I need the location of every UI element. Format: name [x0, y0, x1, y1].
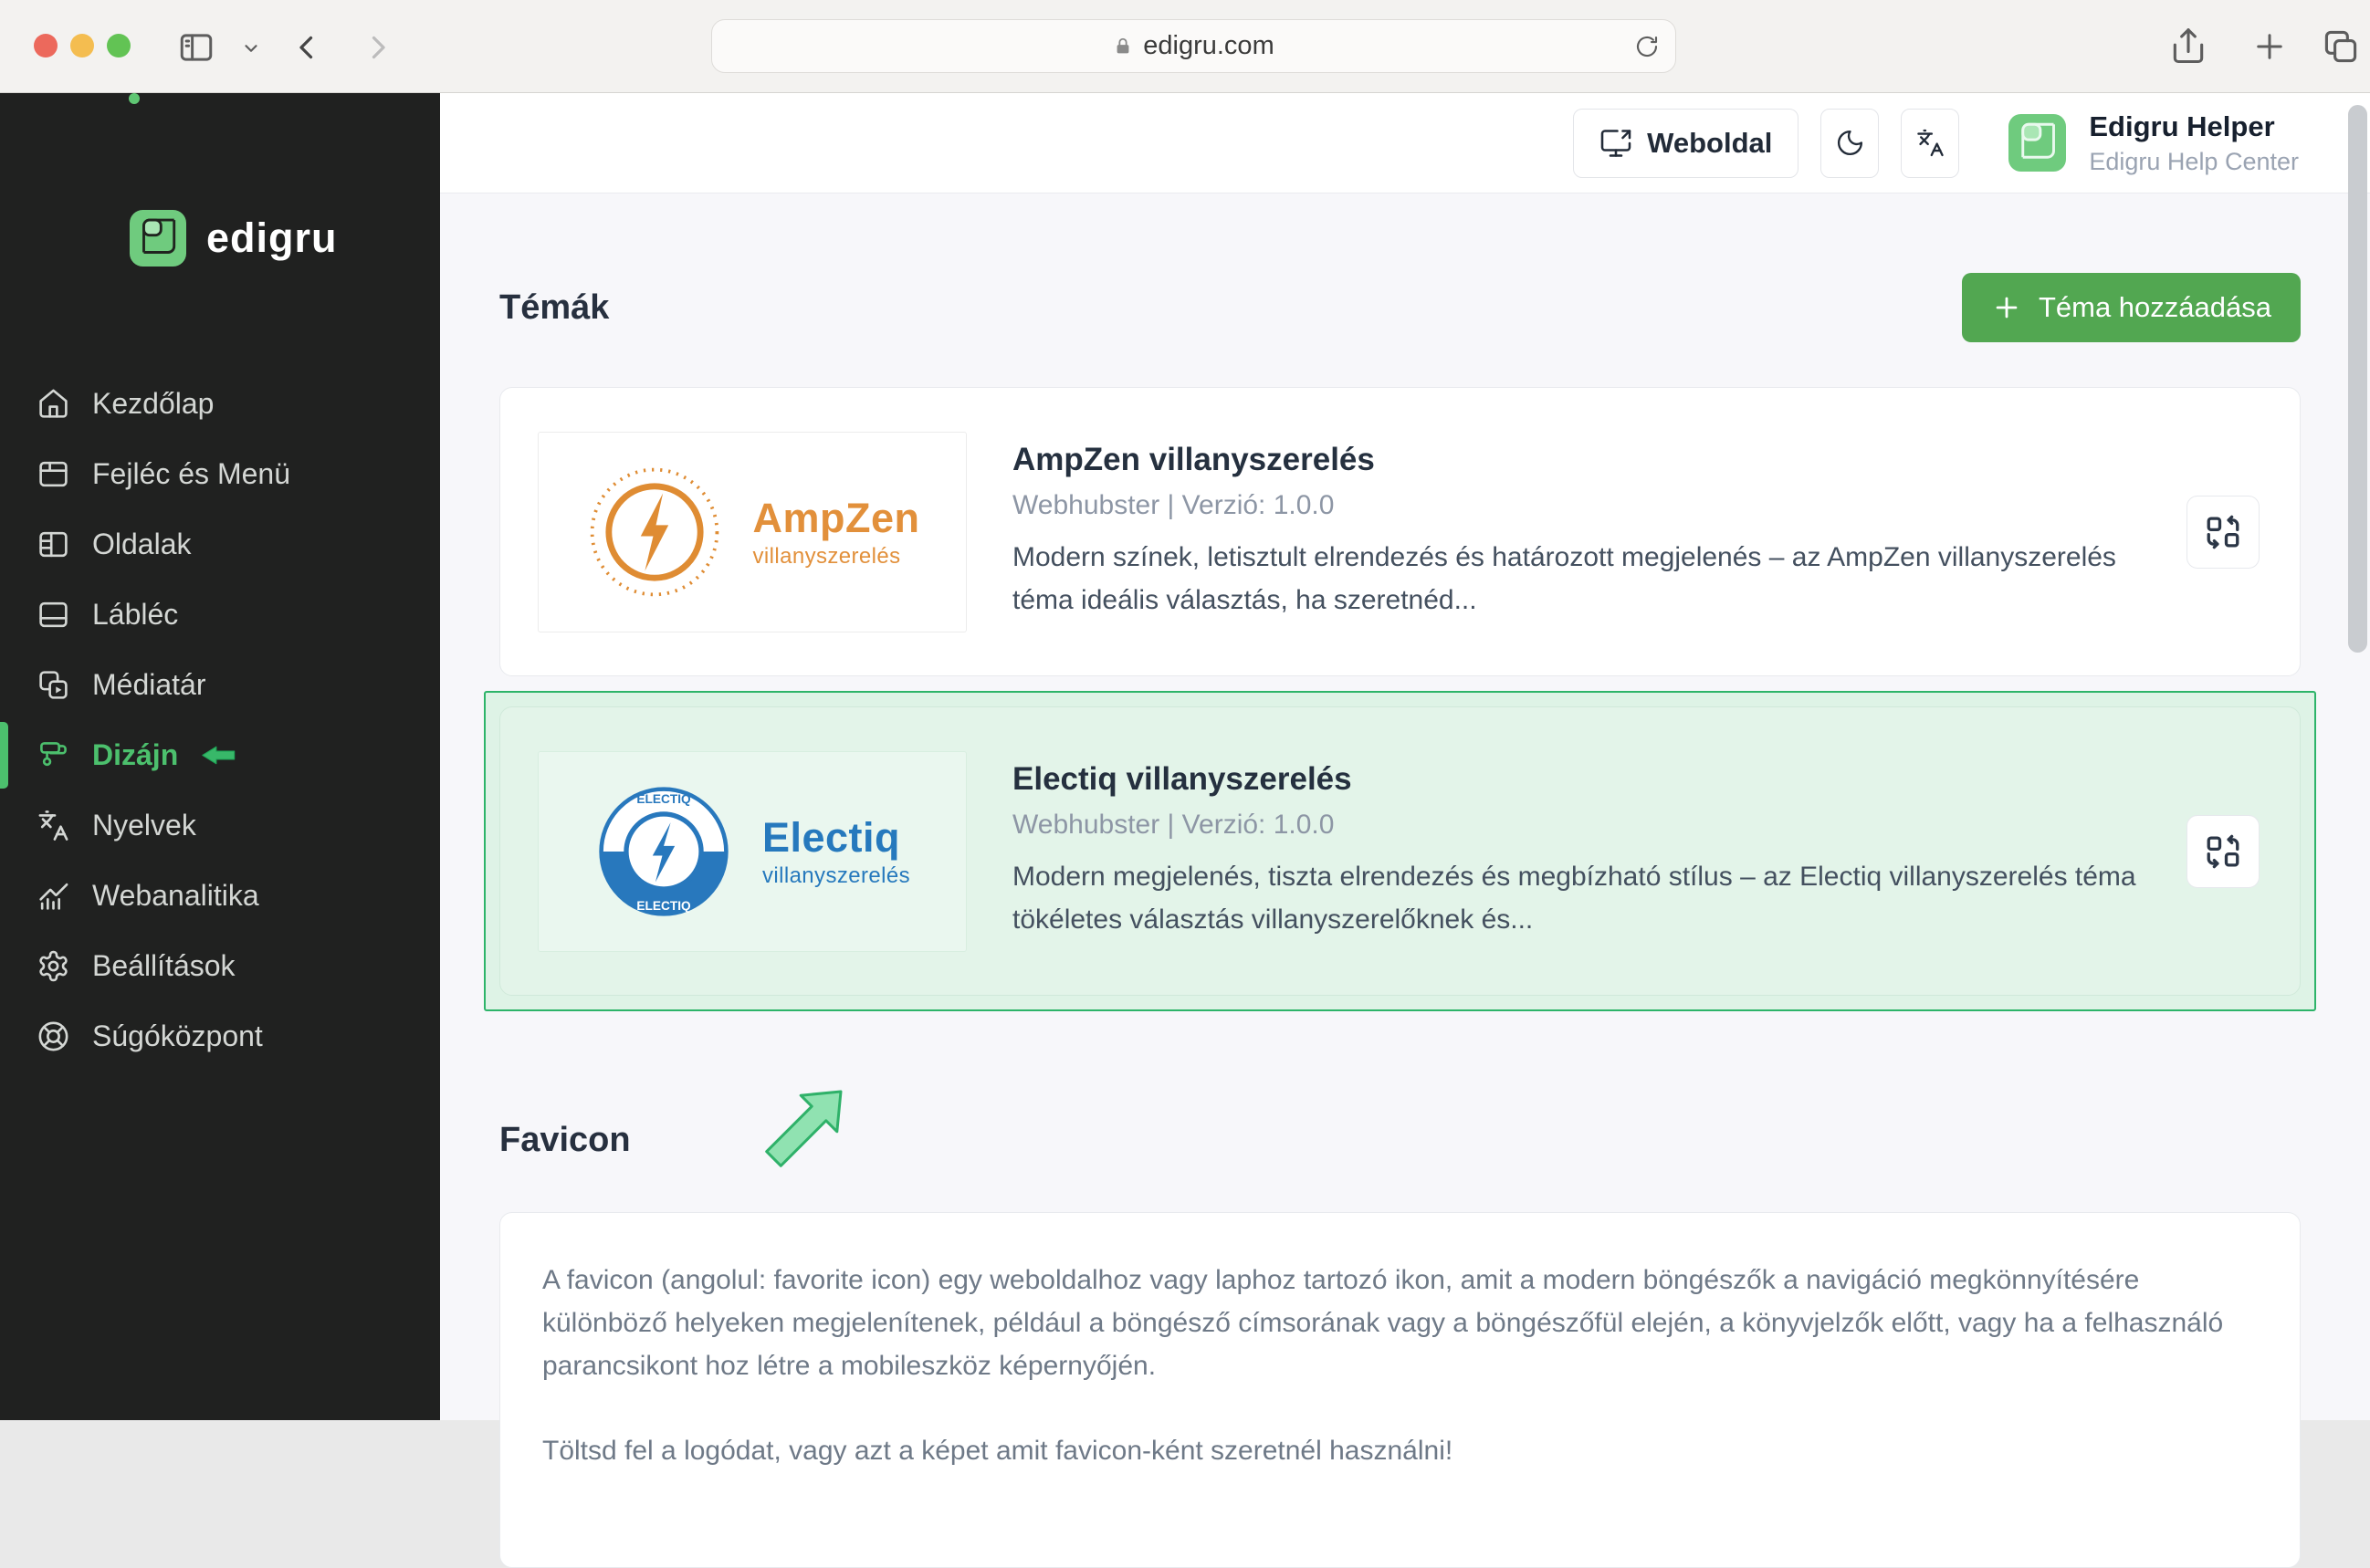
new-tab-icon[interactable]: [2250, 27, 2289, 66]
media-library-icon: [37, 668, 70, 702]
sidebar-nav: [0, 369, 440, 1071]
electiq-badge-text-bottom: ELECTIQ: [636, 898, 691, 913]
theme-title: Electiq villanyszerelés: [1012, 761, 1352, 797]
language-button[interactable]: [1901, 109, 1959, 178]
sidebar-item-label: Súgóközpont: [92, 1019, 263, 1052]
sidebar-item-label: Oldalak: [92, 528, 192, 560]
sidebar: [0, 93, 440, 1420]
close-window-button[interactable]: [34, 34, 58, 57]
sidebar-item-label: Lábléc: [92, 598, 179, 631]
sidebar-item-label: Webanalitika: [92, 879, 259, 912]
url-bar[interactable]: [711, 19, 1676, 73]
sidebar-item-webanalitika[interactable]: [0, 861, 440, 931]
plus-icon: [1991, 292, 2022, 323]
favicon-description: A favicon (angolul: favorite icon) egy weboldalhoz vagy laphoz tartozó ikon, amit a modern böngészők a navigáció megkönnyítésére különböző helyeken megjelenítenek, például a böngésző címsorának vagy a böngészőfül elején, a könyvjelzők előtt, vagy ha a felhasználó parancsikont hoz létre a mobileszköz képernyőjén.: [542, 1265, 2224, 1381]
swap-icon: [2204, 832, 2242, 871]
main-area: [440, 93, 2370, 1466]
screen-share-icon: [1599, 127, 1632, 160]
footer-icon: [37, 598, 70, 632]
sidebar-item-label: Fejléc és Menü: [92, 457, 290, 490]
pages-icon: [37, 528, 70, 561]
edigru-logo-icon: [130, 210, 186, 267]
ampzen-brand-subtitle: villanyszerelés: [752, 543, 901, 569]
sidebar-item-dizajn[interactable]: [0, 720, 440, 790]
page-scrollbar[interactable]: [2348, 105, 2367, 653]
edigru-logo: [0, 93, 440, 267]
traffic-lights: [34, 34, 131, 57]
favicon-upload-hint: Töltsd fel a logódat, vagy azt a képet amit favicon-ként szeretnél használni!: [542, 1436, 1453, 1466]
profile-name: Edigru Helper: [2089, 110, 2275, 142]
sidebar-item-mediatar[interactable]: [0, 650, 440, 720]
sidebar-item-oldalak[interactable]: [0, 509, 440, 580]
back-icon[interactable]: [290, 30, 323, 65]
annotation-arrow-electiq: [755, 1086, 850, 1177]
sidebar-item-label: Nyelvek: [92, 809, 196, 841]
electiq-logo: [538, 751, 967, 952]
moon-icon: [1835, 128, 1865, 158]
theme-description: Modern megjelenés, tiszta elrendezés és megbízható stílus – az Electiq villanyszerelés téma tökéletes választás villanyszerelőknek és...: [1012, 862, 2136, 935]
logo-i-dot: [129, 93, 140, 104]
selected-theme-highlight: [484, 691, 2316, 1011]
add-theme-button[interactable]: [1962, 273, 2301, 342]
minimize-window-button[interactable]: [70, 34, 94, 57]
help-center-icon: [37, 1019, 70, 1053]
theme-meta: Webhubster | Verzió: 1.0.0: [1012, 490, 1335, 520]
swap-icon: [2204, 513, 2242, 551]
ampzen-badge-icon: [585, 463, 724, 601]
edigru-logo-text: edigru: [206, 214, 338, 261]
analytics-chart-icon: [37, 879, 70, 913]
favicon-title: Favicon: [499, 1121, 631, 1159]
languages-icon: [37, 809, 70, 842]
electiq-brand-name: Electiq: [761, 813, 901, 861]
theme-card-ampzen[interactable]: [499, 387, 2301, 676]
sidebar-item-sugokozpont[interactable]: [0, 1001, 440, 1071]
header-menu-icon: [37, 457, 70, 491]
sidebar-item-beallitasok[interactable]: [0, 931, 440, 1001]
translate-icon: [1915, 128, 1945, 158]
share-icon[interactable]: [2168, 25, 2208, 68]
apply-theme-button[interactable]: [2186, 815, 2260, 888]
electiq-badge-icon: [594, 782, 733, 921]
profile-subtitle: Edigru Help Center: [2089, 148, 2299, 176]
sidebar-item-label: Kezdőlap: [92, 387, 215, 420]
browser-chrome: [0, 0, 2370, 93]
themes-title: Témák: [499, 287, 610, 327]
reload-icon[interactable]: [1633, 33, 1661, 60]
theme-card-electiq[interactable]: [499, 706, 2301, 996]
themes-section-header: [499, 273, 2301, 342]
active-indicator-bar: [0, 722, 8, 789]
sidebar-toggle-icon[interactable]: [176, 28, 216, 67]
paint-roller-icon: [37, 738, 70, 772]
sidebar-item-label: Médiatár: [92, 668, 206, 701]
sidebar-item-fejlec-es-menu[interactable]: [0, 439, 440, 509]
favicon-panel: [499, 1212, 2301, 1568]
profile[interactable]: [2008, 110, 2299, 176]
sidebar-item-lablec[interactable]: [0, 580, 440, 650]
sidebar-item-label: Dizájn: [92, 738, 179, 771]
apply-theme-button[interactable]: [2186, 496, 2260, 569]
sidebar-item-label: Beállítások: [92, 949, 236, 982]
weboldal-button-label: Weboldal: [1647, 126, 1773, 159]
zoom-window-button[interactable]: [107, 34, 131, 57]
gear-icon: [37, 949, 70, 983]
avatar: [2008, 114, 2066, 172]
add-theme-button-label: Téma hozzáadása: [2038, 291, 2271, 323]
theme-meta: Webhubster | Verzió: 1.0.0: [1012, 810, 1335, 840]
url-text: edigru.com: [1143, 31, 1274, 60]
sidebar-item-kezdolap[interactable]: [0, 369, 440, 439]
theme-description: Modern színek, letisztult elrendezés és határozott megjelenés – az AmpZen villanyszerelés téma ideális választás, ha szeretnéd...: [1012, 542, 2116, 615]
edigru-avatar-icon: [2008, 114, 2066, 172]
annotation-arrow-dizajn: [202, 738, 236, 772]
electiq-badge-text-top: ELECTIQ: [636, 791, 691, 806]
forward-icon[interactable]: [362, 30, 394, 65]
tab-overview-icon[interactable]: [2321, 26, 2361, 67]
home-icon: [37, 387, 70, 421]
lock-icon: [1113, 37, 1133, 57]
page-content: [440, 273, 2370, 1568]
dark-mode-button[interactable]: [1820, 109, 1879, 178]
chevron-down-icon[interactable]: [239, 38, 263, 58]
topbar: [440, 93, 2370, 193]
theme-title: AmpZen villanyszerelés: [1012, 442, 1375, 477]
ampzen-brand-name: AmpZen: [752, 494, 920, 541]
electiq-brand-subtitle: villanyszerelés: [761, 862, 911, 888]
sidebar-item-nyelvek[interactable]: [0, 790, 440, 861]
weboldal-button[interactable]: [1573, 109, 1798, 178]
ampzen-logo: [538, 432, 967, 632]
